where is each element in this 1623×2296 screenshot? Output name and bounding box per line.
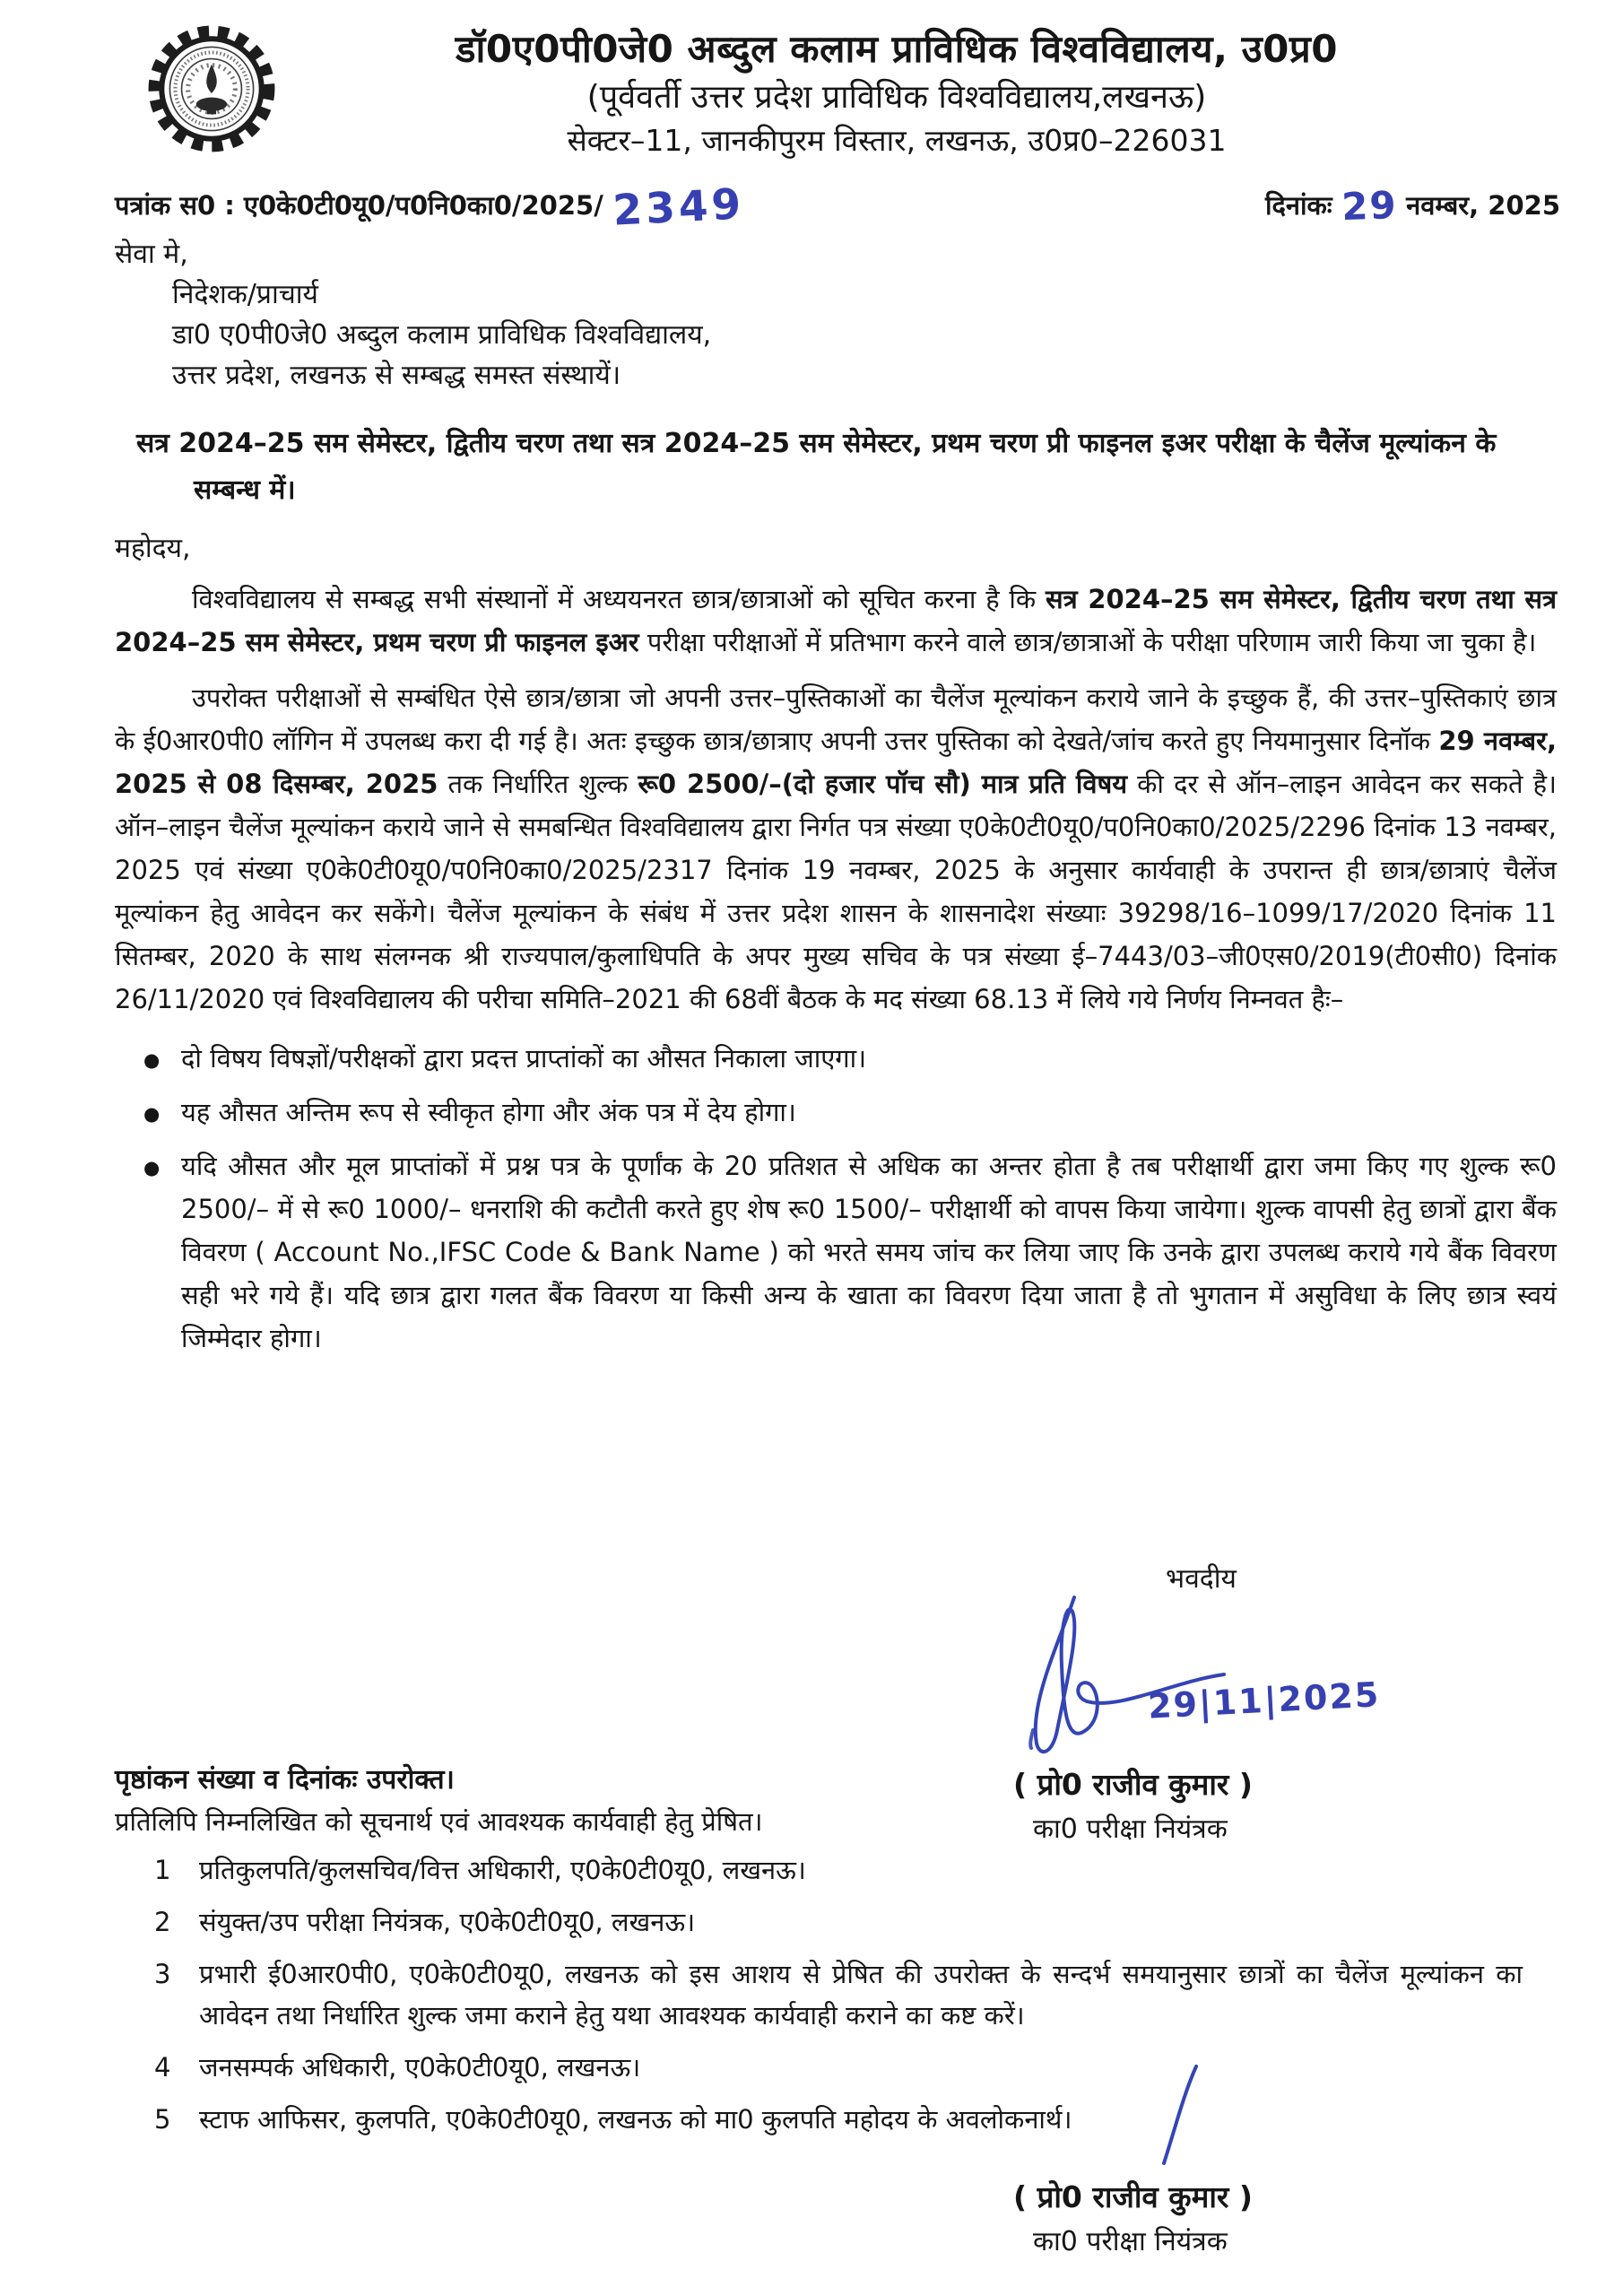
greeting: महोदय, — [115, 533, 191, 564]
body-paragraph-1: विश्वविद्यालय से सम्बद्ध सभी संस्थानों में अध्ययनरत छात्र/छात्राओं को सूचित करना है कि सत्र 2024–25 सम सेमेस्टर, द्वितीय चरण तथा सत्र 2024–25 सम सेमेस्टर, प्रथम चरण प्री फाइनल इअर परीक्षा परीक्षाओं में प्रतिभाग करने वाले छात्र/छात्राओं के परीक्षा परिणाम जारी किया जा चुका है। — [115, 584, 1558, 657]
cc-item — [154, 1953, 1523, 2036]
recipient-lines — [172, 274, 1560, 396]
signatory-title-bottom: का0 परीक्षा नियंत्रक — [1033, 2226, 1228, 2257]
bullet-text: यदि औसत और मूल प्राप्तांकों में प्रश्न पत्र के पूर्णांक के 20 प्रतिशत से अधिक का अन्तर होता है तब परीक्षार्थी द्वारा जमा किए गए शुल्क रू0 2500/– में से रू0 1000/– धनराशि की कटौती करते हुए शेष रू0 1500/– परीक्षार्थी को वापस किया जायेगा। शुल्क वापसी हेतु छात्रों द्वारा बैंक विवरण ( Account No.,IFSC Code & Bank Name ) को भरते समय जांच कर लिया जाए कि उनके द्वारा उपलब्ध कराये गये बैंक विवरण सही भरे गये हैं। यदि छात्र द्वारा गलत बैंक विवरण या किसी अन्य के खाता का विवरण दिया जाता है तो भुगतान में असुविधा के लिए छात्र स्वयं जिम्मेदार होगा। — [181, 1151, 1557, 1353]
subject-line: सत्र 2024–25 सम सेमेस्टर, द्वितीय चरण तथा सत्र 2024–25 सम सेमेस्टर, प्रथम चरण प्री फाइनल इअर परीक्षा के चैलेंज मूल्यांकन के सम्बन्ध में। — [136, 428, 1497, 506]
cc-number: 4 — [154, 2052, 171, 2083]
cc-number: 5 — [154, 2104, 171, 2135]
cc-text: संयुक्त/उप परीक्षा नियंत्रक, ए0के0टी0यू0, लखनऊ। — [199, 1907, 696, 1937]
signatory-name: ( प्रो0 राजीव कुमार ) — [1013, 1767, 1253, 1802]
handwritten-date-day: 29 — [1340, 182, 1399, 230]
decision-bullet-list — [143, 1037, 1557, 1360]
cc-number: 3 — [154, 1959, 171, 1989]
endorsement-intro: प्रतिलिपि निम्नलिखित को सूचनार्थ एवं आवश्यक कार्यवाही हेतु प्रेषित। — [115, 1806, 763, 1837]
recipient-block — [115, 234, 1560, 396]
bullet-item — [143, 1037, 1557, 1080]
cc-item — [154, 1849, 1523, 1891]
recipient-salutation: सेवा मे, — [115, 239, 188, 270]
cc-text: प्रतिकुलपति/कुलसचिव/वित्त अधिकारी, ए0के0टी0यू0, लखनऊ। — [199, 1855, 806, 1885]
signature-stroke — [1130, 2063, 1237, 2170]
cc-text: स्टाफ आफिसर, कुलपति, ए0के0टी0यू0, लखनऊ को मा0 कुलपति महोदय के अवलोकनार्थ। — [199, 2104, 1072, 2135]
closing-word: भवदीय — [1166, 1563, 1237, 1595]
university-name: डॉ0ए0पी0जे0 अब्दुल कलाम प्राविधिक विश्वविद्यालय, उ0प्र0 — [456, 27, 1338, 71]
signatory-name-bottom: ( प्रो0 राजीव कुमार ) — [1013, 2179, 1253, 2214]
date-label: दिनांकः — [1265, 190, 1332, 221]
bullet-item — [143, 1091, 1557, 1134]
cc-number: 2 — [154, 1907, 171, 1937]
letter-date — [1265, 179, 1560, 230]
body-paragraph-2: उपरोक्त परीक्षाओं से सम्बंधित ऐसे छात्र/छात्रा जो अपनी उत्तर–पुस्तिकाओं का चैलेंज मूल्यांकन कराये जाने के इच्छुक हैं, की उत्तर–पुस्तिकाएं छात्र के ई0आर0पी0 लॉगिन में उपलब्ध करा दी गई है। अतः इच्छुक छात्र/छात्राए अपनी उत्तर पुस्तिका को देखते/जांच करते हुए नियमानुसार दिनॉक 29 नवम्बर, 2025 से 08 दिसम्बर, 2025 तक निर्धारित शुल्क रू0 2500/–(दो हजार पॉच सौ) मात्र प्रति विषय की दर से ऑन–लाइन आवेदन कर सकते है। ऑन–लाइन चैलेंज मूल्यांकन कराये जाने से समबन्धित विश्वविद्यालय द्वारा निर्गत पत्र संख्या ए0के0टी0यू0/प0नि0का0/2025/2296 दिनांक 13 नवम्बर, 2025 एवं संख्या ए0के0टी0यू0/प0नि0का0/2025/2317 दिनांक 19 नवम्बर, 2025 के अनुसार कार्यवाही के उपरान्त ही छात्र/छात्राएं चैलेंज मूल्यांकन हेतु आवेदन कर सकेंगे। चैलेंज मूल्यांकन के संबंध में उत्तर प्रदेश शासन के शासनादेश संख्याः 39298/16–1099/17/2020 दिनांक 11 सितम्बर, 2020 के साथ संलग्नक श्री राज्यपाल/कुलाधिपति के अपर मुख्य सचिव के पत्र संख्या ई–7443/03–जी0एस0/2019(टी0सी0) दिनांक 26/11/2020 एवं विश्वविद्यालय की परीचा समिति–2021 की 68वीं बैठक के मद संख्या 68.13 में लिये गये निर्णय निम्नवत हैः– — [115, 683, 1557, 1014]
cc-text: जनसम्पर्क अधिकारी, ए0के0टी0यू0, लखनऊ। — [199, 2052, 641, 2083]
recipient-line: निदेशक/प्राचार्य — [172, 279, 318, 310]
signature-block-bottom — [1013, 2063, 1480, 2258]
handwritten-signature-date: 29|11|2025 — [1147, 1674, 1382, 1726]
recipient-line: उत्तर प्रदेश, लखनऊ से सम्बद्ध समस्त संस्थायें। — [172, 360, 621, 391]
bullet-text: दो विषय विषज्ञों/परीक्षकों द्वारा प्रदत्त प्राप्तांकों का औसत निकाला जाएगा। — [181, 1043, 867, 1074]
letter-number — [115, 176, 746, 236]
letter-number-label: पत्रांक स0 : ए0के0टी0यू0/प0नि0का0/2025/ — [115, 190, 603, 221]
cc-text: प्रभारी ई0आर0पी0, ए0के0टी0यू0, लखनऊ को इस आशय से प्रेषित की उपरोक्त के सन्दर्भ समयानुसार छात्रों का चैलेंज मूल्यांकन का आवेदन तथा निर्धारित शुल्क जमा कराने हेतु यथा आवश्यक कार्यवाही कराने का कष्ट करें। — [199, 1959, 1523, 2031]
signature-scribble — [1013, 1596, 1480, 1761]
recipient-line: डा0 ए0पी0जे0 अब्दुल कलाम प्राविधिक विश्वविद्यालय, — [172, 319, 712, 351]
cc-item — [154, 1901, 1523, 1943]
letterhead-text — [287, 23, 1506, 161]
cc-number: 1 — [154, 1855, 171, 1885]
handwritten-letter-number: 2349 — [611, 179, 746, 236]
bullet-item — [143, 1144, 1557, 1360]
reference-row — [115, 176, 1560, 236]
endorsement-heading: पृष्ठांकन संख्या व दिनांकः उपरोक्त। — [115, 1764, 455, 1796]
letterhead — [0, 0, 1623, 161]
date-month-year: नवम्बर, 2025 — [1406, 190, 1560, 221]
university-seal-icon — [143, 16, 280, 161]
bullet-text: यह औसत अन्तिम रूप से स्वीकृत होगा और अंक पत्र में देय होगा। — [181, 1097, 796, 1127]
university-former-name: (पूर्ववर्ती उत्तर प्रदेश प्राविधिक विश्वविद्यालय,लखनऊ) — [586, 79, 1207, 116]
university-address: सेक्टर–11, जानकीपुरम विस्तार, लखनऊ, उ0प्र0–226031 — [567, 123, 1227, 158]
signatory-title: का0 परीक्षा नियंत्रक — [1033, 1813, 1228, 1845]
